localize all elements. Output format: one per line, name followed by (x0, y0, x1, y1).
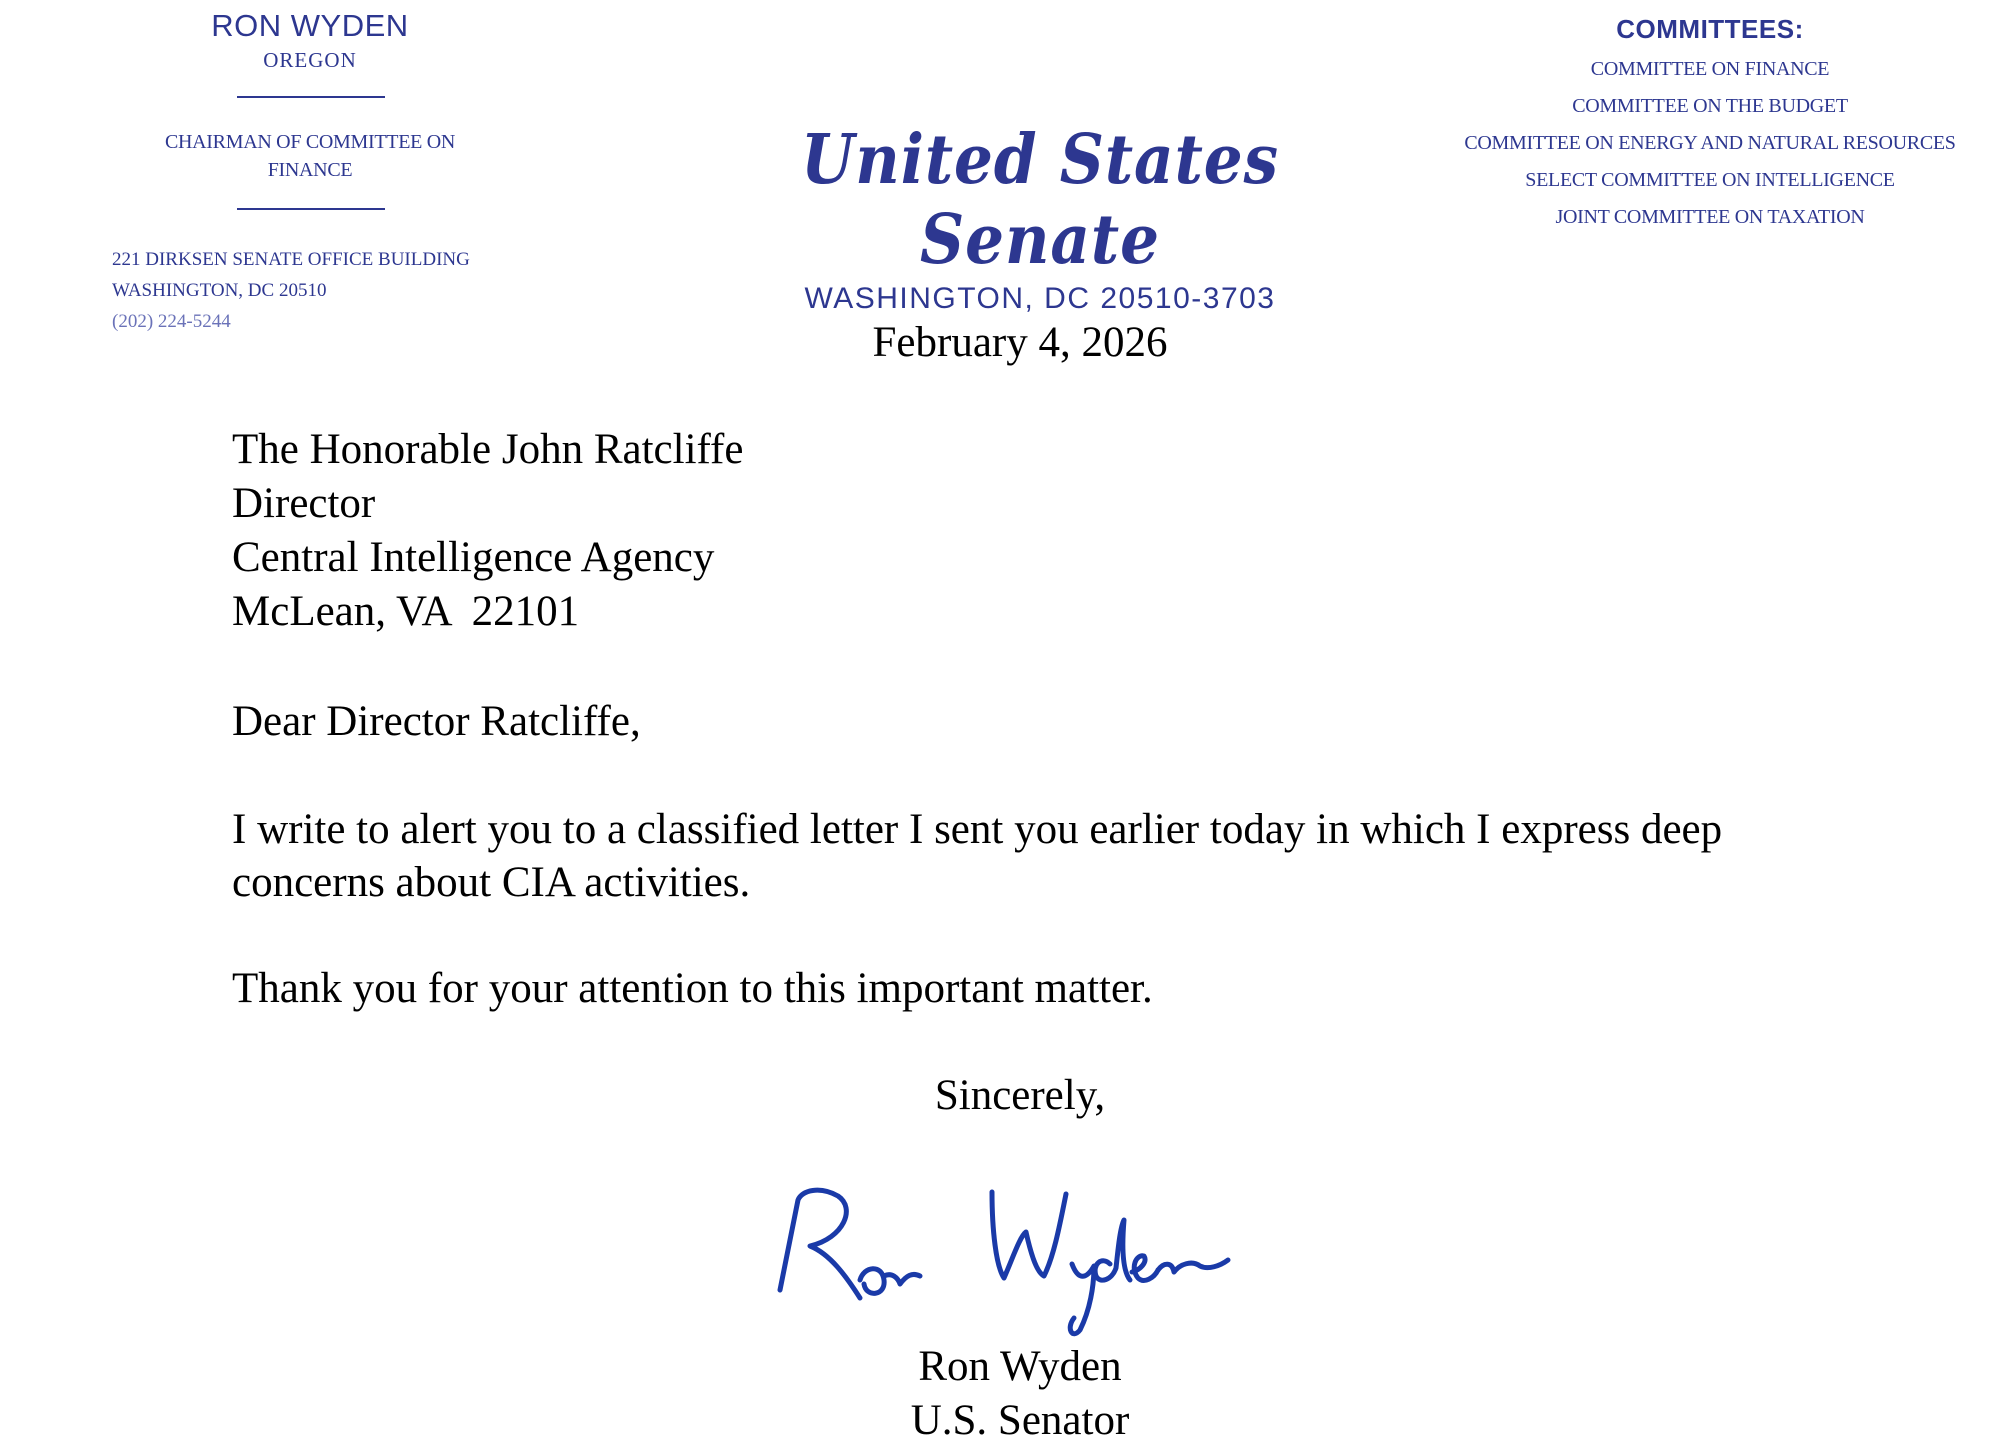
address-line-2: WASHINGTON, DC 20510 (112, 280, 327, 301)
senate-title: United States Senate (801, 120, 1279, 280)
address-line-1: 221 DIRKSEN SENATE OFFICE BUILDING (112, 249, 470, 270)
recipient-line: The Honorable John Ratcliffe (232, 426, 744, 473)
office-address (112, 244, 470, 337)
senate-masthead (700, 120, 1380, 316)
office-phone: (202) 224-5244 (112, 311, 231, 332)
letter-date: February 4, 2026 (872, 319, 1168, 366)
chairman-title (100, 128, 520, 184)
chairman-line-1: CHAIRMAN OF COMMITTEE ON (164, 131, 456, 153)
body-paragraph: I write to alert you to a classified letter I sent you earlier today in which I express deep concerns about CIA activities. (232, 806, 1723, 906)
signer-title: U.S. Senator (910, 1397, 1130, 1444)
recipient-line: Central Intelligence Agency (232, 534, 715, 581)
recipient-line: McLean, VA 22101 (232, 588, 580, 635)
handwritten-signature (760, 1180, 1320, 1340)
senator-name: RON WYDEN (211, 8, 409, 43)
recipient-line: Director (232, 480, 376, 527)
committee-item: JOINT COMMITTEE ON TAXATION (1555, 206, 1865, 228)
chairman-line-2: FINANCE (267, 159, 353, 181)
salutation: Dear Director Ratcliffe, (232, 698, 641, 745)
committee-item: COMMITTEE ON ENERGY AND NATURAL RESOURCES (1464, 132, 1956, 154)
committee-item: SELECT COMMITTEE ON INTELLIGENCE (1525, 169, 1895, 191)
senate-address: WASHINGTON, DC 20510-3703 (804, 282, 1276, 315)
senator-state: OREGON (263, 48, 357, 72)
closing: Sincerely, (934, 1072, 1106, 1119)
committee-item: COMMITTEE ON THE BUDGET (1572, 95, 1848, 117)
committee-item: COMMITTEE ON FINANCE (1590, 58, 1830, 80)
signer-name: Ron Wyden (918, 1343, 1122, 1390)
committees-title: COMMITTEES: (1616, 14, 1804, 44)
committees-list (1440, 14, 1980, 236)
divider (237, 96, 385, 98)
recipient-address (232, 423, 743, 639)
divider (237, 208, 385, 210)
signer-block (700, 1340, 1340, 1448)
thanks-paragraph: Thank you for your attention to this important matter. (232, 965, 1153, 1012)
